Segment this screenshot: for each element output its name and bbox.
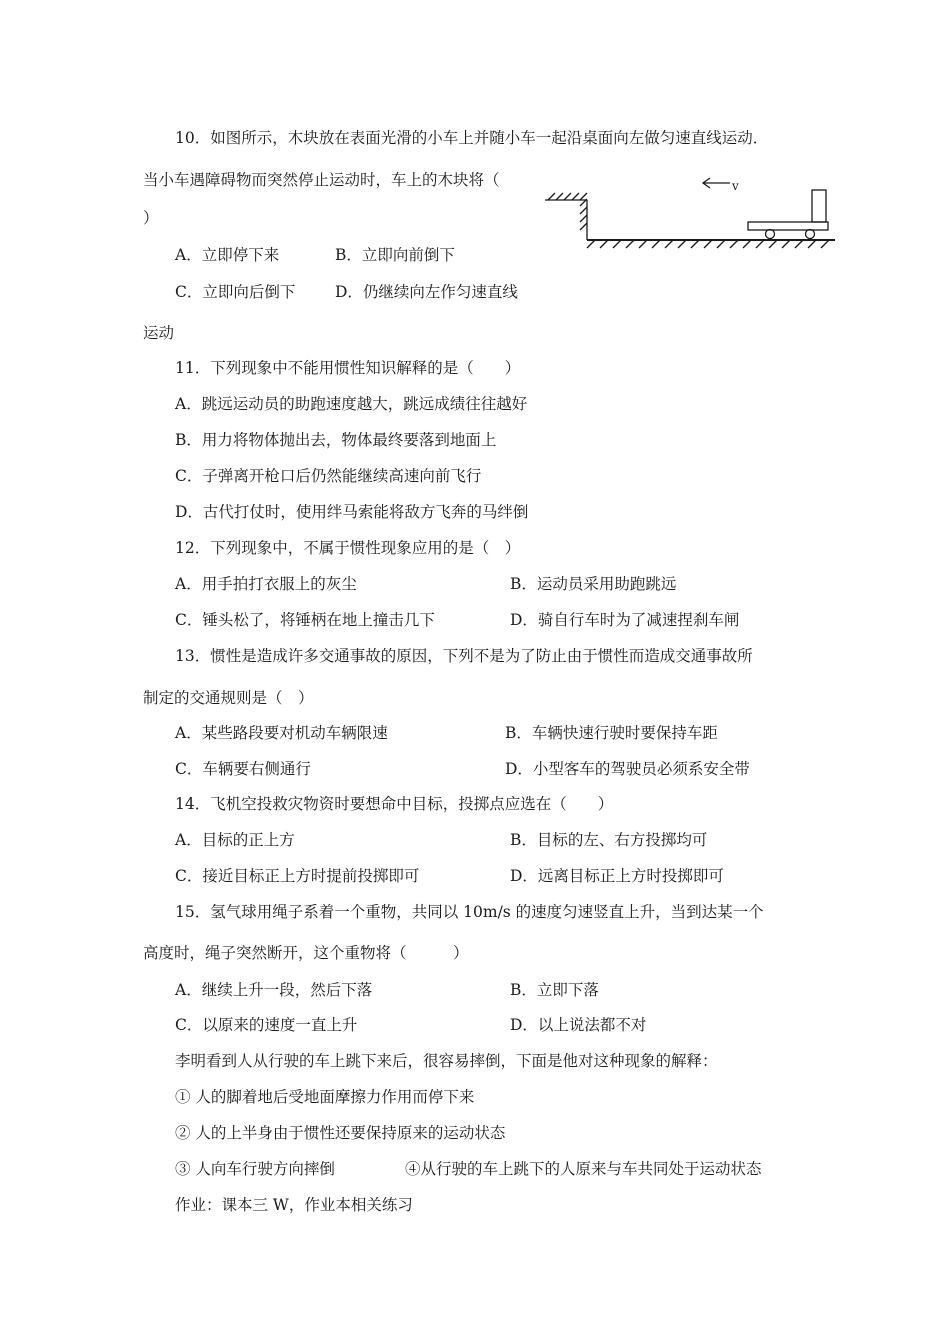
- q14-option-a: A．目标的正上方: [175, 831, 295, 849]
- q13-stem-line2: 制定的交通规则是（ ）: [143, 689, 314, 707]
- q15-option-a: A．继续上升一段，然后下落: [175, 981, 373, 999]
- q15-option-c: C．以原来的速度一直上升: [175, 1016, 358, 1034]
- q11-option-a: A．跳远运动员的助跑速度越大，跳远成绩往往越好: [175, 395, 528, 413]
- q13-option-d: D．小型客车的驾驶员必须系安全带: [505, 760, 750, 778]
- q13-option-a: A．某些路段要对机动车辆限速: [175, 724, 388, 742]
- q12-option-d: D．骑自行车时为了减速捏刹车闸: [510, 611, 740, 629]
- q10-option-a: A．立即停下来: [175, 246, 280, 264]
- q13-option-b: B．车辆快速行驶时要保持车距: [505, 724, 718, 742]
- q10-option-d-continued: 运动: [143, 324, 175, 342]
- extra-intro: 李明看到人从行驶的车上跳下来后，很容易摔倒，下面是他对这种现象的解释：: [175, 1052, 718, 1070]
- q11-option-c: C．子弹离开枪口后仍然能继续高速向前飞行: [175, 467, 482, 485]
- q11-stem: 11．下列现象中不能用惯性知识解释的是（ ）: [175, 359, 521, 377]
- q10-option-c: C．立即向后倒下: [175, 283, 296, 301]
- q10-stem-line3: ）: [143, 209, 159, 227]
- q15-option-d: D．以上说法都不对: [510, 1016, 647, 1034]
- q13-stem-line1: 13．惯性是造成许多交通事故的原因，下列不是为了防止由于惯性而造成交通事故所: [175, 647, 753, 665]
- q12-stem: 12．下列现象中，不属于惯性现象应用的是（ ）: [175, 539, 521, 557]
- q14-option-b: B．目标的左、右方投掷均可: [510, 831, 708, 849]
- q15-option-b: B．立即下落: [510, 981, 599, 999]
- q15-stem-line1: 15．氢气球用绳子系着一个重物，共同以 10m/s 的速度匀速竖直上升，当到达某一个: [175, 903, 764, 921]
- q12-option-a: A．用手拍打衣服上的灰尘: [175, 575, 357, 593]
- q15-stem-line2: 高度时，绳子突然断开，这个重物将（ ）: [143, 944, 469, 962]
- q12-option-c: C．锤头松了，将锤柄在地上撞击几下: [175, 611, 435, 629]
- q14-option-c: C．接近目标正上方时提前投掷即可: [175, 867, 420, 885]
- q10-option-d: D．仍继续向左作匀速直线: [335, 283, 518, 301]
- homework-note: 作业：课本三 W，作业本相关练习: [175, 1196, 413, 1214]
- q14-stem: 14．飞机空投救灾物资时要想命中目标，投掷点应选在（ ）: [175, 795, 614, 813]
- q12-option-b: B．运动员采用助跑跳远: [510, 575, 677, 593]
- q10-velocity-label: v: [732, 179, 739, 193]
- q11-option-d: D．古代打仗时，使用绊马索能将敌方飞奔的马绊倒: [175, 503, 529, 521]
- extra-item-3: ③ 人向车行驶方向摔倒: [175, 1160, 335, 1178]
- extra-item-2: ② 人的上半身由于惯性还要保持原来的运动状态: [175, 1124, 506, 1142]
- q14-option-d: D．远离目标正上方时投掷即可: [510, 867, 724, 885]
- q10-figure: [540, 170, 840, 260]
- q11-option-b: B．用力将物体抛出去，物体最终要落到地面上: [175, 431, 497, 449]
- extra-item-4: ④从行驶的车上跳下的人原来与车共同处于运动状态: [405, 1160, 762, 1178]
- q10-stem-line1: 10．如图所示，木块放在表面光滑的小车上并随小车一起沿桌面向左做匀速直线运动．: [175, 129, 769, 147]
- q13-option-c: C．车辆要右侧通行: [175, 760, 311, 778]
- extra-item-1: ① 人的脚着地后受地面摩擦力作用而停下来: [175, 1088, 475, 1106]
- q10-option-b: B．立即向前倒下: [335, 246, 455, 264]
- q10-stem-line2: 当小车遇障碍物而突然停止运动时，车上的木块将（: [143, 171, 500, 189]
